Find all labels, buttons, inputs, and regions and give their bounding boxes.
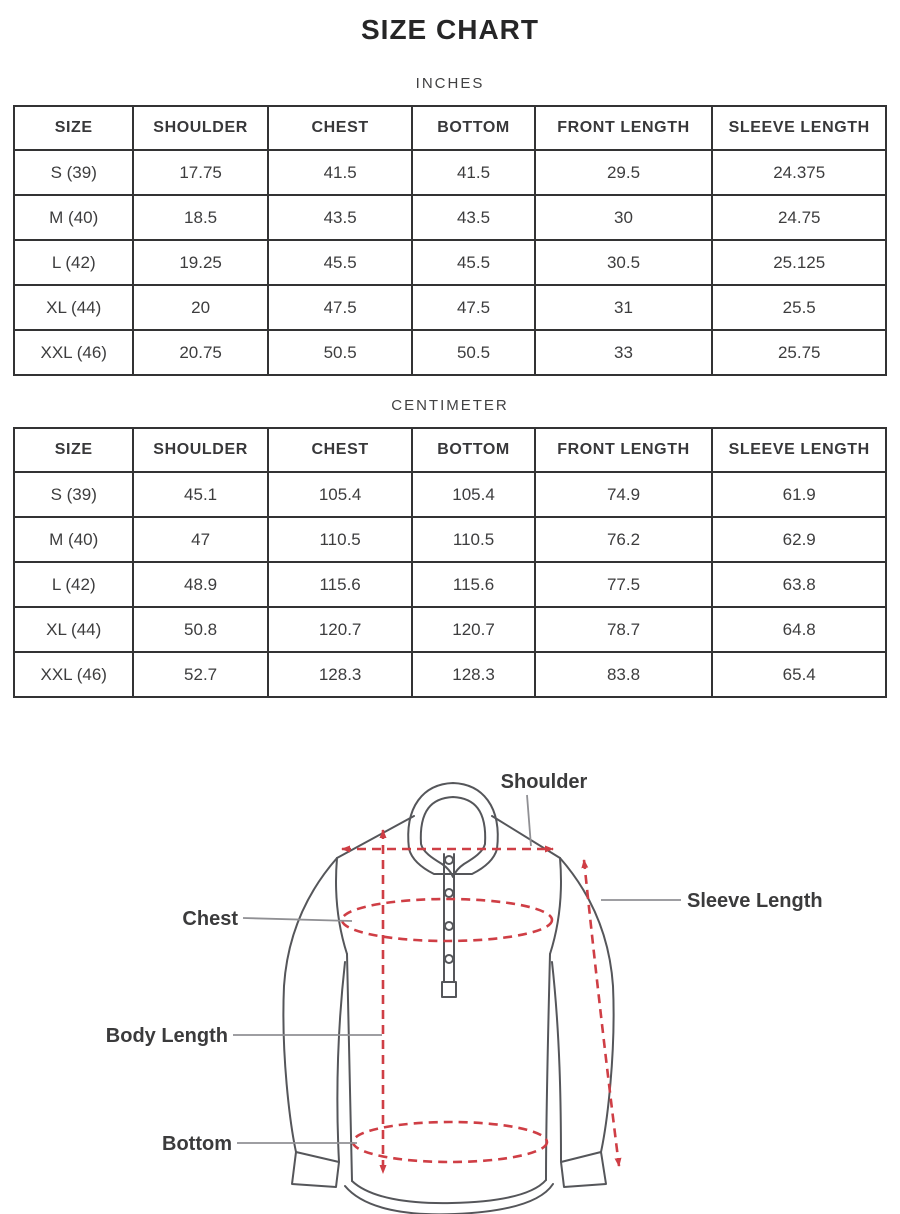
value-cell: 74.9 [535,472,713,517]
body-left-edge [347,954,352,1181]
value-cell: 30 [535,195,713,240]
page-title: SIZE CHART [361,14,539,45]
value-cell: 110.5 [268,517,413,562]
column-header: BOTTOM [412,106,534,150]
sleeve-length-label: Sleeve Length [687,890,823,912]
value-cell: 17.75 [133,150,267,195]
leader-lines [233,795,681,1143]
value-cell: 19.25 [133,240,267,285]
value-cell: 24.75 [712,195,886,240]
value-cell: 41.5 [268,150,413,195]
size-cell: L (42) [14,240,133,285]
button [445,889,453,897]
table-header-row [14,106,886,150]
column-header: SIZE [14,106,133,150]
button [445,856,453,864]
value-cell: 110.5 [412,517,534,562]
right-armhole-seam [550,858,561,954]
inches-size-table [13,105,887,376]
value-cell: 25.75 [712,330,886,375]
bottom-label: Bottom [162,1133,232,1155]
body-length-label: Body Length [105,1025,228,1047]
table-row [14,240,886,285]
value-cell: 62.9 [712,517,886,562]
value-cell: 20 [133,285,267,330]
value-cell: 52.7 [133,652,267,697]
value-cell: 128.3 [412,652,534,697]
size-cell: S (39) [14,472,133,517]
size-cell: XXL (46) [14,330,133,375]
right-sleeve-outer-edge [560,858,614,1152]
left-shoulder-seam [337,816,414,858]
value-cell: 64.8 [712,607,886,652]
shoulder-label: Shoulder [500,771,588,793]
chest-measure-ellipse [342,899,552,941]
value-cell: 25.125 [712,240,886,285]
value-cell: 43.5 [268,195,413,240]
table-row [14,330,886,375]
measurement-diagram [0,754,900,1214]
centimeter-size-table [13,427,887,698]
left-armhole-seam [336,858,347,954]
column-header: FRONT LENGTH [535,428,713,472]
size-cell: S (39) [14,150,133,195]
value-cell: 18.5 [133,195,267,240]
left-sleeve-outer-edge [283,858,337,1152]
value-cell: 20.75 [133,330,267,375]
value-cell: 41.5 [412,150,534,195]
table-header-row [14,428,886,472]
value-cell: 45.5 [412,240,534,285]
value-cell: 115.6 [268,562,413,607]
value-cell: 45.5 [268,240,413,285]
value-cell: 115.6 [412,562,534,607]
chest-label: Chest [182,908,238,930]
left-cuff [292,1152,339,1187]
column-header: FRONT LENGTH [535,106,713,150]
size-cell: M (40) [14,517,133,562]
value-cell: 105.4 [412,472,534,517]
value-cell: 29.5 [535,150,713,195]
value-cell: 47.5 [268,285,413,330]
value-cell: 48.9 [133,562,267,607]
value-cell: 128.3 [268,652,413,697]
right-cuff [561,1152,606,1187]
table-row [14,195,886,240]
size-cell: M (40) [14,195,133,240]
column-header: SIZE [14,428,133,472]
left-sleeve-inner-edge [337,962,345,1162]
value-cell: 77.5 [535,562,713,607]
value-cell: 83.8 [535,652,713,697]
value-cell: 76.2 [535,517,713,562]
right-sleeve-inner-edge [552,962,561,1162]
value-cell: 25.5 [712,285,886,330]
right-shoulder-seam [492,816,560,858]
column-header: CHEST [268,428,413,472]
button [445,955,453,963]
column-header: BOTTOM [412,428,534,472]
size-cell: L (42) [14,562,133,607]
value-cell: 45.1 [133,472,267,517]
bottom-measure-ellipse [353,1122,547,1162]
size-cell: XL (44) [14,607,133,652]
inches-caption: INCHES [415,75,485,92]
shirt-outline [283,783,613,1214]
diagram-labels [106,771,823,1155]
table-row [14,517,886,562]
value-cell: 33 [535,330,713,375]
value-cell: 120.7 [412,607,534,652]
value-cell: 30.5 [535,240,713,285]
column-header: SLEEVE LENGTH [712,428,886,472]
value-cell: 65.4 [712,652,886,697]
value-cell: 50.5 [268,330,413,375]
value-cell: 47 [133,517,267,562]
value-cell: 63.8 [712,562,886,607]
table-row [14,562,886,607]
placket-end-box [442,982,456,997]
column-header: SHOULDER [133,428,267,472]
table-row [14,652,886,697]
table-row [14,285,886,330]
value-cell: 120.7 [268,607,413,652]
size-cell: XL (44) [14,285,133,330]
column-header: SLEEVE LENGTH [712,106,886,150]
value-cell: 24.375 [712,150,886,195]
value-cell: 61.9 [712,472,886,517]
centimeter-caption: CENTIMETER [391,397,509,414]
column-header: SHOULDER [133,106,267,150]
table-row [14,472,886,517]
size-cell: XXL (46) [14,652,133,697]
table-row [14,607,886,652]
button [445,922,453,930]
value-cell: 78.7 [535,607,713,652]
table-row [14,150,886,195]
value-cell: 50.5 [412,330,534,375]
hem-outer-line [345,1184,553,1214]
column-header: CHEST [268,106,413,150]
value-cell: 31 [535,285,713,330]
value-cell: 105.4 [268,472,413,517]
shirt-measurement-svg [0,754,900,1214]
value-cell: 43.5 [412,195,534,240]
value-cell: 50.8 [133,607,267,652]
value-cell: 47.5 [412,285,534,330]
